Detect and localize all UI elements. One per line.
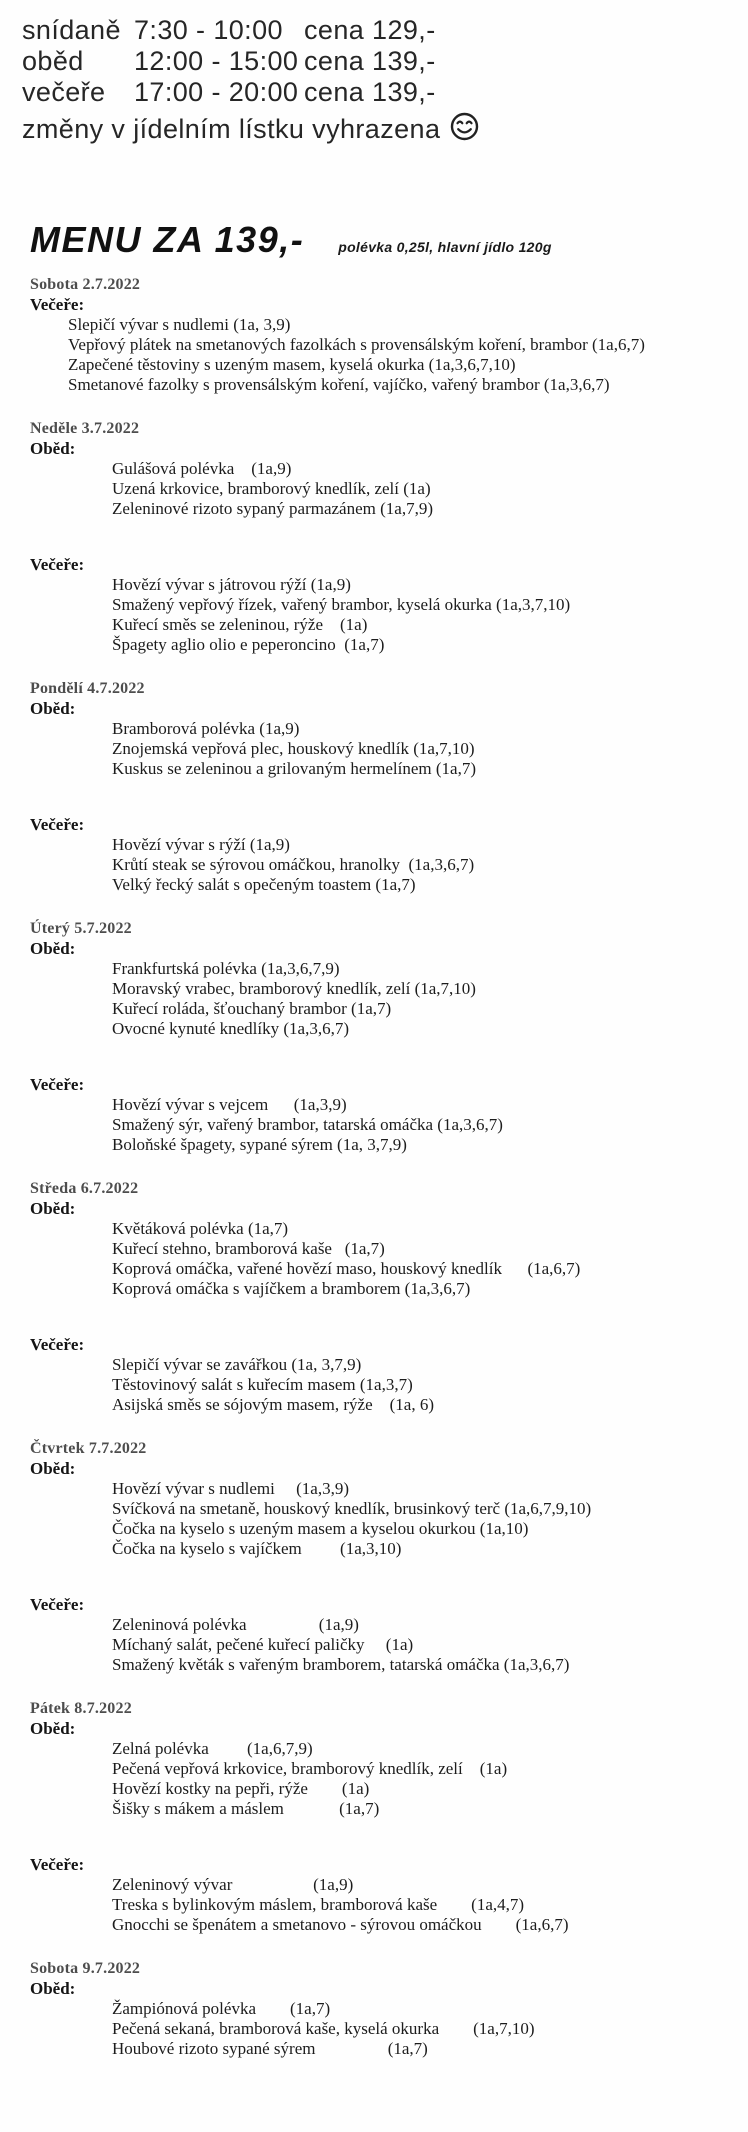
meal-section: [22, 699, 738, 779]
menu-item: Koprová omáčka s vajíčkem a bramborem (1a,3,6,7): [112, 1279, 471, 1298]
menu-item: Vepřový plátek na smetanových fazolkách s provensálským koření, brambor (1a,6,7): [68, 335, 645, 354]
day-block: [22, 419, 738, 655]
menu-item: Žampiónová polévka (1a,7): [112, 1999, 331, 2018]
menu-item: Hovězí vývar s játrovou rýží (1a,9): [112, 575, 351, 594]
menu-item: Hovězí vývar s nudlemi (1a,3,9): [112, 1479, 349, 1498]
hours-row: [22, 77, 738, 108]
day-block: [22, 1439, 738, 1675]
meal-items: [112, 1999, 738, 2059]
meal-items: [112, 835, 738, 895]
menu-item: Kuřecí roláda, šťouchaný brambor (1a,7): [112, 999, 392, 1018]
day-date: Neděle 3.7.2022: [30, 420, 140, 437]
hours-row: [22, 15, 738, 46]
menu-item: Gnocchi se špenátem a smetanovo - sýrovou omáčkou (1a,6,7): [112, 1915, 569, 1934]
meal-label: Oběd:: [30, 699, 76, 718]
menu-item: Hovězí kostky na pepři, rýže (1a): [112, 1779, 370, 1798]
menu-item: Zeleninová polévka (1a,9): [112, 1615, 359, 1634]
menu-item: Čočka na kyselo s uzeným masem a kyselou okurkou (1a,10): [112, 1519, 529, 1538]
hours-time: 7:30 - 10:00: [134, 15, 283, 45]
meal-label: Večeře:: [30, 1075, 85, 1094]
menu-item: Smažený květák s vařeným bramborem, tatarská omáčka (1a,3,6,7): [112, 1655, 570, 1674]
meal-label: Oběd:: [30, 1199, 76, 1218]
meal-label: Večeře:: [30, 295, 85, 314]
menu-item: Hovězí vývar s rýží (1a,9): [112, 835, 290, 854]
opening-hours-block: [22, 15, 738, 149]
meal-items: [112, 1479, 738, 1559]
hours-price: cena 139,-: [304, 46, 436, 76]
hours-meal-label: snídaně: [22, 15, 121, 45]
note-line: [22, 109, 738, 149]
meal-label: Večeře:: [30, 1595, 85, 1614]
meal-items: [112, 719, 738, 779]
menu-item: Koprová omáčka, vařené hovězí maso, houskový knedlík (1a,6,7): [112, 1259, 581, 1278]
hours-meal-label: oběd: [22, 46, 84, 76]
menu-item: Květáková polévka (1a,7): [112, 1219, 289, 1238]
menu-item: Špagety aglio olio e peperoncino (1a,7): [112, 635, 385, 654]
day-date: Sobota 2.7.2022: [30, 276, 141, 293]
menu-item: Kuřecí směs se zeleninou, rýže (1a): [112, 615, 368, 634]
menu-item: Krůtí steak se sýrovou omáčkou, hranolky (1a,3,6,7): [112, 855, 475, 874]
meal-items: [112, 1615, 738, 1675]
meal-items: [112, 459, 738, 519]
hours-row: [22, 46, 738, 77]
menu-item: Šišky s mákem a máslem (1a,7): [112, 1799, 380, 1818]
meal-items: [112, 1355, 738, 1415]
menu-item: Gulášová polévka (1a,9): [112, 459, 292, 478]
menu-item: Znojemská vepřová plec, houskový knedlík (1a,7,10): [112, 739, 475, 758]
menu-item: Smetanové fazolky s provensálským koření, vajíčko, vařený brambor (1a,3,6,7): [68, 375, 610, 394]
page-title: MENU ZA 139,-: [30, 219, 305, 260]
day-date: Sobota 9.7.2022: [30, 1960, 141, 1977]
day-date: Úterý 5.7.2022: [30, 920, 132, 937]
menu-item: Moravský vrabec, bramborový knedlík, zelí (1a,7,10): [112, 979, 476, 998]
note-text: změny v jídelním lístku vyhrazena: [22, 113, 441, 144]
meal-label: Večeře:: [30, 815, 85, 834]
menu-item: Asijská směs se sójovým masem, rýže (1a, 6): [112, 1395, 434, 1414]
meal-label: Oběd:: [30, 1719, 76, 1738]
menu-item: Těstovinový salát s kuřecím masem (1a,3,7): [112, 1375, 413, 1394]
meal-section: [22, 439, 738, 519]
meal-label: Oběd:: [30, 1459, 76, 1478]
meal-items: [112, 1219, 738, 1299]
menu-item: Hovězí vývar s vejcem (1a,3,9): [112, 1095, 347, 1114]
hours-table: [22, 15, 738, 108]
title-row: [30, 219, 738, 261]
day-block: [22, 275, 738, 395]
day-block: [22, 919, 738, 1155]
menu-item: Kuřecí stehno, bramborová kaše (1a,7): [112, 1239, 385, 1258]
menu-item: Bramborová polévka (1a,9): [112, 719, 300, 738]
meal-section: [22, 1979, 738, 2059]
menu-item: Pečená vepřová krkovice, bramborový knedlík, zelí (1a): [112, 1759, 508, 1778]
menu-item: Velký řecký salát s opečeným toastem (1a,7): [112, 875, 416, 894]
menu-item: Ovocné kynuté knedlíky (1a,3,6,7): [112, 1019, 349, 1038]
menu-item: Treska s bylinkovým máslem, bramborová kaše (1a,4,7): [112, 1895, 525, 1914]
menu-item: Slepičí vývar s nudlemi (1a, 3,9): [68, 315, 291, 334]
meal-items: [112, 1875, 738, 1935]
hours-price: cena 129,-: [304, 15, 436, 45]
menu-item: Zapečené těstoviny s uzeným masem, kyselá okurka (1a,3,6,7,10): [68, 355, 516, 374]
meal-section: [22, 1719, 738, 1819]
menu-item: Zeleninové rizoto sypaný parmazánem (1a,7,9): [112, 499, 433, 518]
meal-section: [22, 555, 738, 655]
day-block: [22, 679, 738, 895]
meal-section: [22, 815, 738, 895]
menu-item: Frankfurtská polévka (1a,3,6,7,9): [112, 959, 340, 978]
day-date: Pátek 8.7.2022: [30, 1700, 132, 1717]
meal-section: [22, 1459, 738, 1559]
menu-item: Slepičí vývar se zavářkou (1a, 3,7,9): [112, 1355, 362, 1374]
menu-item: Boloňské špagety, sypané sýrem (1a, 3,7,9): [112, 1135, 407, 1154]
menu-item: Míchaný salát, pečené kuřecí paličky (1a): [112, 1635, 414, 1654]
meal-label: Večeře:: [30, 1855, 85, 1874]
meal-label: Oběd:: [30, 939, 76, 958]
page-subtitle: polévka 0,25l, hlavní jídlo 120g: [338, 239, 552, 255]
menu-item: Svíčková na smetaně, houskový knedlík, brusinkový terč (1a,6,7,9,10): [112, 1499, 592, 1518]
smiley-face-icon: [449, 111, 480, 149]
menu-item: Zelná polévka (1a,6,7,9): [112, 1739, 313, 1758]
meal-label: Oběd:: [30, 439, 76, 458]
menu-item: Houbové rizoto sypané sýrem (1a,7): [112, 2039, 428, 2058]
day-date: Pondělí 4.7.2022: [30, 680, 145, 697]
menu-item: Smažený vepřový řízek, vařený brambor, kyselá okurka (1a,3,7,10): [112, 595, 571, 614]
day-date: Čtvrtek 7.7.2022: [30, 1440, 147, 1457]
meal-section: [22, 1595, 738, 1675]
hours-time: 17:00 - 20:00: [134, 77, 299, 107]
meal-items: [112, 1095, 738, 1155]
menu-item: Uzená krkovice, bramborový knedlík, zelí (1a): [112, 479, 431, 498]
day-date: Středa 6.7.2022: [30, 1180, 139, 1197]
hours-time: 12:00 - 15:00: [134, 46, 299, 76]
meal-label: Večeře:: [30, 1335, 85, 1354]
menu-item: Kuskus se zeleninou a grilovaným hermelínem (1a,7): [112, 759, 476, 778]
day-block: [22, 1179, 738, 1415]
hours-price: cena 139,-: [304, 77, 436, 107]
meal-label: Oběd:: [30, 1979, 76, 1998]
meal-section: [22, 1075, 738, 1155]
day-block: [22, 1699, 738, 1935]
meal-items: [112, 1739, 738, 1819]
meal-section: [22, 295, 738, 395]
day-block: [22, 1959, 738, 2059]
meal-items: [112, 959, 738, 1039]
menu-item: Pečená sekaná, bramborová kaše, kyselá okurka (1a,7,10): [112, 2019, 535, 2038]
menu-days: [22, 275, 738, 2059]
hours-meal-label: večeře: [22, 77, 106, 107]
meal-section: [22, 1335, 738, 1415]
meal-section: [22, 1855, 738, 1935]
meal-section: [22, 939, 738, 1039]
meal-items: [68, 315, 738, 395]
menu-item: Smažený sýr, vařený brambor, tatarská omáčka (1a,3,6,7): [112, 1115, 503, 1134]
meal-label: Večeře:: [30, 555, 85, 574]
meal-section: [22, 1199, 738, 1299]
menu-item: Zeleninový vývar (1a,9): [112, 1875, 354, 1894]
meal-items: [112, 575, 738, 655]
menu-item: Čočka na kyselo s vajíčkem (1a,3,10): [112, 1539, 402, 1558]
